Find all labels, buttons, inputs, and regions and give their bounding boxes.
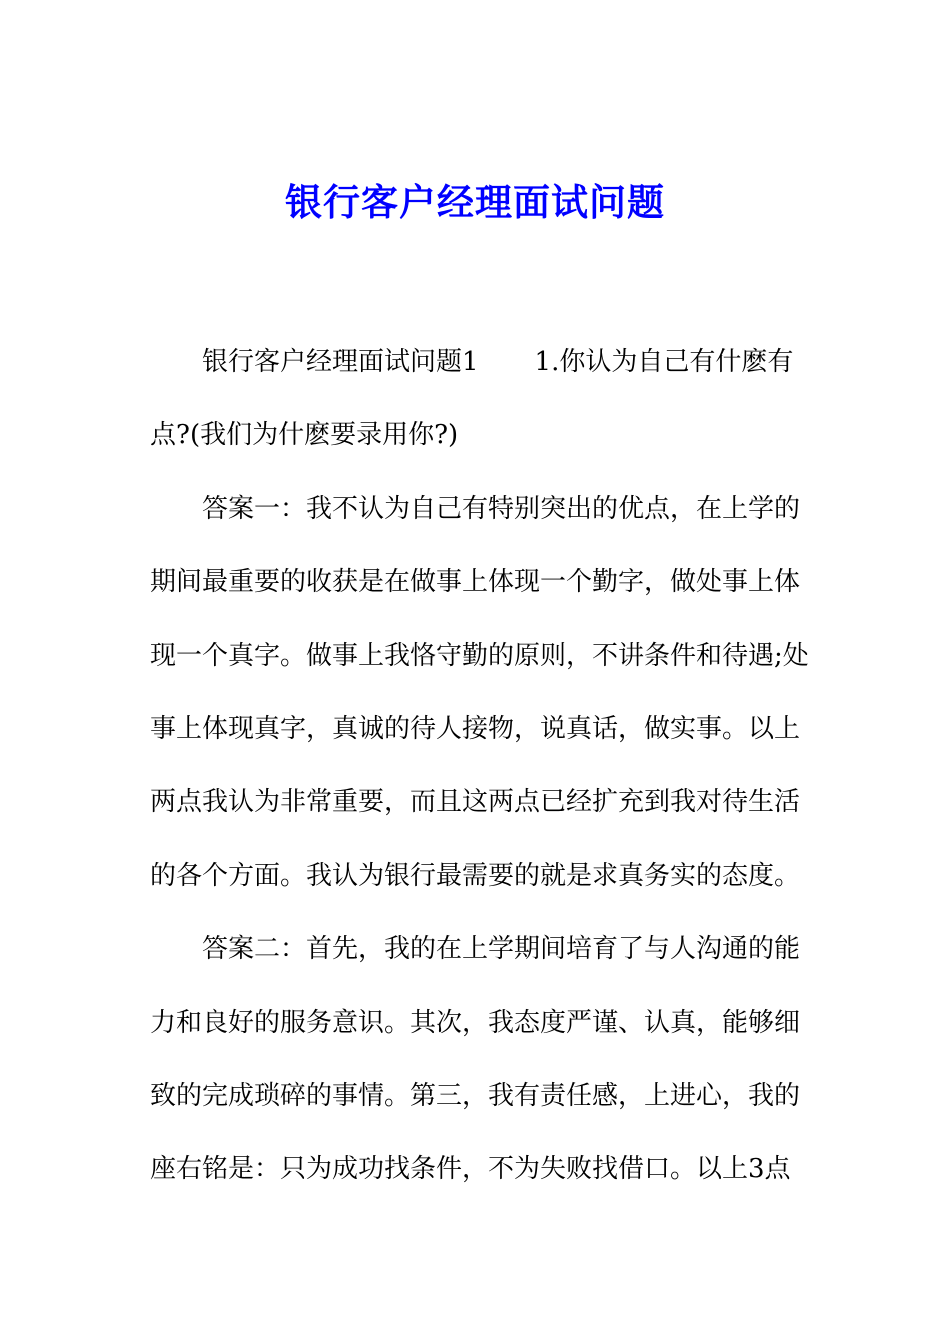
paragraph-line [150, 326, 800, 399]
paragraph-1 [150, 326, 800, 473]
paragraph-line: 期间最重要的收获是在做事上体现一个勤字，做处事上体 [150, 567, 801, 598]
paragraph-line-text: 银行客户经理面试问题1 [202, 347, 479, 377]
paragraph-3 [150, 913, 800, 1207]
paragraph-line-text: 1.你认为自己有什麽有 [534, 347, 794, 377]
document-body [150, 326, 809, 1207]
paragraph-line: 的各个方面。我认为银行最需要的就是求真务实的态度。 [150, 860, 801, 891]
paragraph-line: 力和良好的服务意识。其次，我态度严谨、认真，能够细 [150, 1007, 801, 1038]
paragraph-line: 座右铭是：只为成功找条件，不为失败找借口。以上3点 [150, 1154, 791, 1185]
paragraph-line: 事上体现真字，真诚的待人接物，说真话，做实事。以上 [150, 714, 801, 745]
document-title: 银行客户经理面试问题 [285, 180, 665, 224]
paragraph-2 [150, 473, 809, 913]
paragraph-line: 答案一：我不认为自己有特别突出的优点，在上学的 [202, 493, 801, 524]
paragraph-line: 点?(我们为什麽要录用你?) [150, 420, 459, 451]
paragraph-line: 致的完成琐碎的事情。第三，我有责任感，上进心，我的 [150, 1081, 801, 1112]
paragraph-line: 答案二：首先，我的在上学期间培育了与人沟通的能 [202, 934, 801, 965]
paragraph-line: 现一个真字。做事上我恪守勤的原则，不讲条件和待遇;处 [150, 640, 809, 671]
paragraph-line: 两点我认为非常重要，而且这两点已经扩充到我对待生活 [150, 787, 801, 818]
